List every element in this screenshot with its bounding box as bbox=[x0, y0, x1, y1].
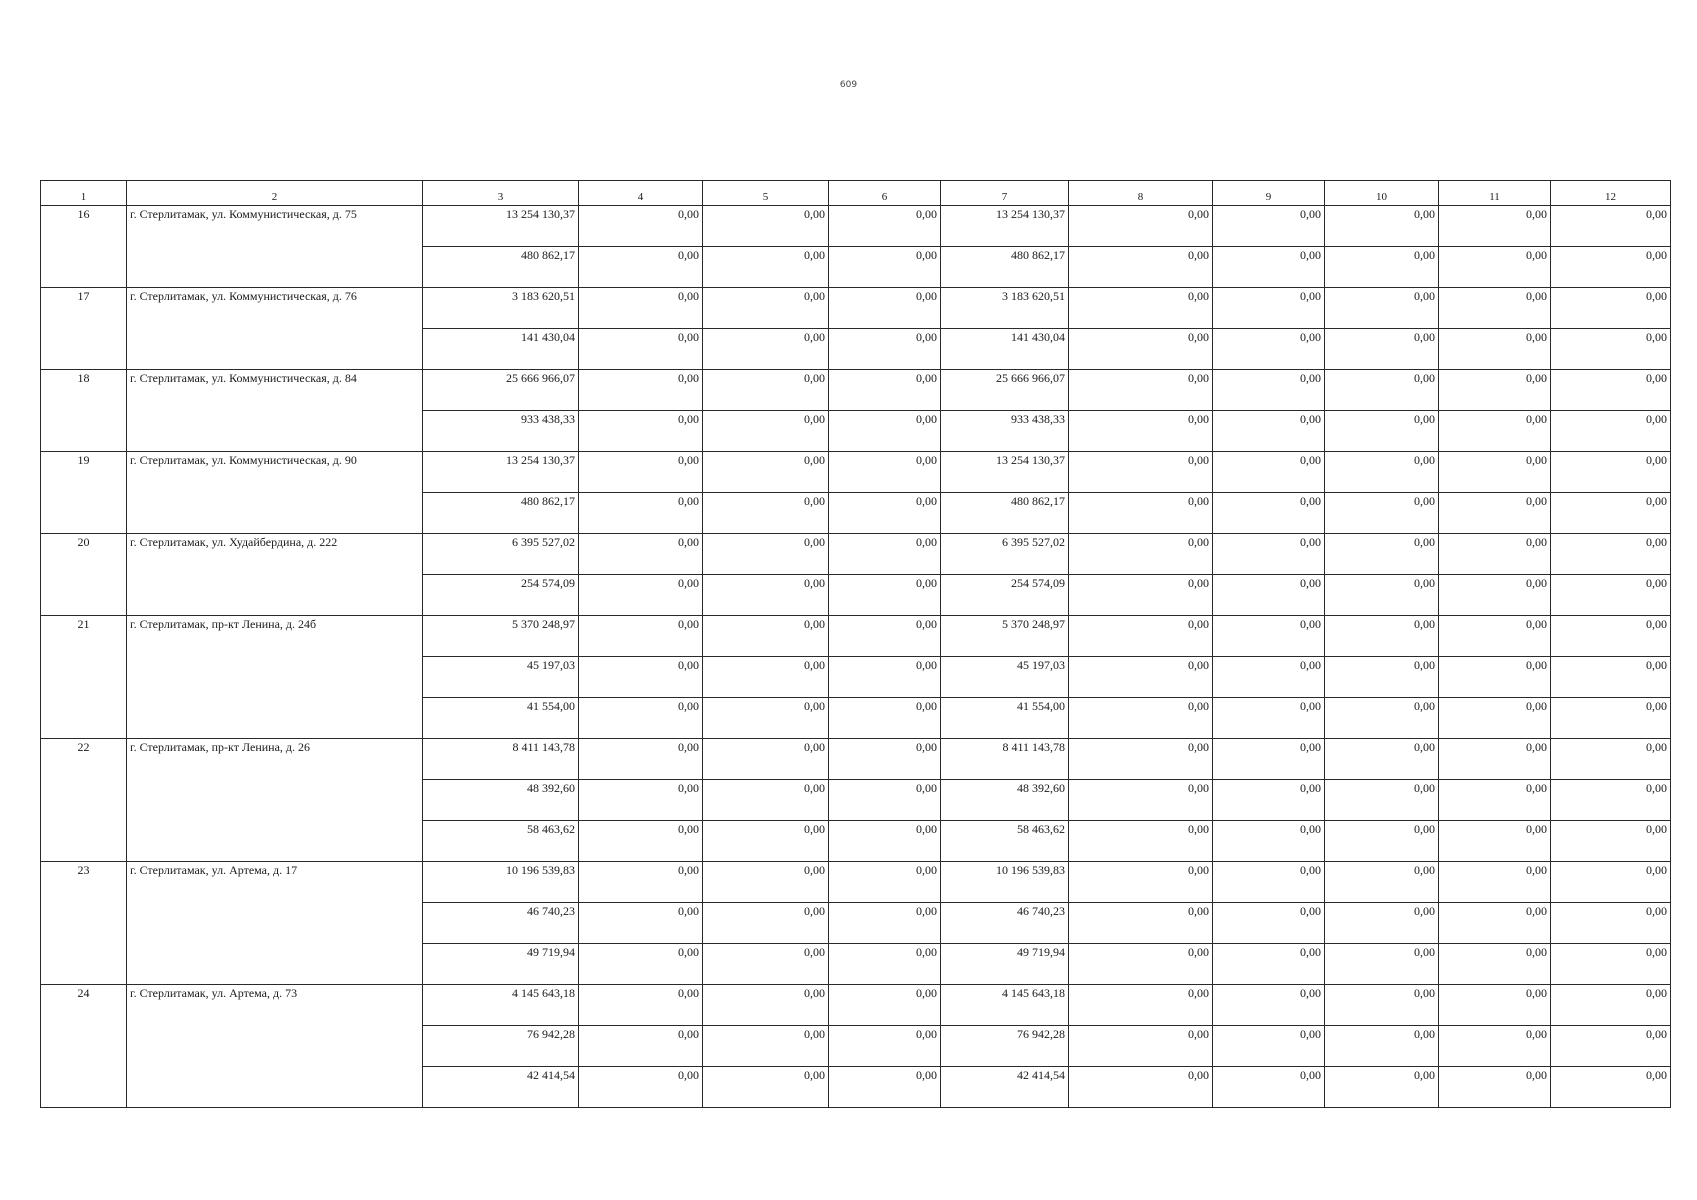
value-cell: 0,00 bbox=[703, 780, 829, 821]
value-cell: 8 411 143,78 bbox=[941, 739, 1069, 780]
value-cell: 0,00 bbox=[579, 739, 703, 780]
column-header: 2 bbox=[127, 181, 423, 206]
value-cell: 0,00 bbox=[1069, 1067, 1213, 1108]
address-cell: г. Стерлитамак, ул. Коммунистическая, д. 75 bbox=[127, 206, 423, 288]
table-body bbox=[41, 181, 1671, 1108]
value-cell: 13 254 130,37 bbox=[941, 206, 1069, 247]
value-cell: 0,00 bbox=[579, 247, 703, 288]
value-cell: 0,00 bbox=[1325, 452, 1439, 493]
value-cell: 0,00 bbox=[1551, 1067, 1671, 1108]
value-cell: 48 392,60 bbox=[941, 780, 1069, 821]
value-cell: 0,00 bbox=[579, 493, 703, 534]
value-cell: 0,00 bbox=[829, 739, 941, 780]
value-cell: 0,00 bbox=[1551, 616, 1671, 657]
value-cell: 0,00 bbox=[1551, 1026, 1671, 1067]
value-cell: 8 411 143,78 bbox=[423, 739, 579, 780]
value-cell: 0,00 bbox=[703, 575, 829, 616]
value-cell: 0,00 bbox=[579, 575, 703, 616]
value-cell: 0,00 bbox=[1439, 370, 1551, 411]
value-cell: 0,00 bbox=[579, 616, 703, 657]
value-cell: 49 719,94 bbox=[941, 944, 1069, 985]
row-number: 22 bbox=[41, 739, 127, 862]
value-cell: 480 862,17 bbox=[941, 247, 1069, 288]
value-cell: 0,00 bbox=[1213, 1026, 1325, 1067]
value-cell: 0,00 bbox=[1325, 944, 1439, 985]
value-cell: 0,00 bbox=[1213, 206, 1325, 247]
value-cell: 0,00 bbox=[579, 657, 703, 698]
address-cell: г. Стерлитамак, ул. Артема, д. 17 bbox=[127, 862, 423, 985]
value-cell: 0,00 bbox=[703, 493, 829, 534]
column-header: 9 bbox=[1213, 181, 1325, 206]
value-cell: 0,00 bbox=[1325, 903, 1439, 944]
value-cell: 480 862,17 bbox=[423, 247, 579, 288]
value-cell: 0,00 bbox=[1439, 780, 1551, 821]
value-cell: 0,00 bbox=[829, 944, 941, 985]
value-cell: 0,00 bbox=[579, 370, 703, 411]
value-cell: 0,00 bbox=[703, 411, 829, 452]
value-cell: 0,00 bbox=[1069, 780, 1213, 821]
value-cell: 42 414,54 bbox=[941, 1067, 1069, 1108]
value-cell: 0,00 bbox=[829, 1026, 941, 1067]
value-cell: 0,00 bbox=[1069, 657, 1213, 698]
column-header: 11 bbox=[1439, 181, 1551, 206]
value-cell: 3 183 620,51 bbox=[423, 288, 579, 329]
value-cell: 0,00 bbox=[1325, 862, 1439, 903]
value-cell: 0,00 bbox=[829, 493, 941, 534]
value-cell: 0,00 bbox=[1213, 944, 1325, 985]
value-cell: 0,00 bbox=[1325, 534, 1439, 575]
row-number: 16 bbox=[41, 206, 127, 288]
value-cell: 0,00 bbox=[1213, 985, 1325, 1026]
value-cell: 141 430,04 bbox=[423, 329, 579, 370]
value-cell: 0,00 bbox=[579, 534, 703, 575]
value-cell: 0,00 bbox=[1069, 862, 1213, 903]
value-cell: 0,00 bbox=[1213, 1067, 1325, 1108]
value-cell: 0,00 bbox=[579, 698, 703, 739]
value-cell: 0,00 bbox=[703, 657, 829, 698]
value-cell: 0,00 bbox=[579, 1067, 703, 1108]
value-cell: 0,00 bbox=[829, 1067, 941, 1108]
value-cell: 0,00 bbox=[1325, 780, 1439, 821]
value-cell: 0,00 bbox=[1439, 493, 1551, 534]
value-cell: 0,00 bbox=[829, 452, 941, 493]
value-cell: 0,00 bbox=[1069, 288, 1213, 329]
column-header: 7 bbox=[941, 181, 1069, 206]
value-cell: 0,00 bbox=[1069, 944, 1213, 985]
value-cell: 0,00 bbox=[829, 411, 941, 452]
value-cell: 0,00 bbox=[1439, 616, 1551, 657]
value-cell: 0,00 bbox=[703, 534, 829, 575]
table-row bbox=[41, 370, 1671, 411]
table-row bbox=[41, 739, 1671, 780]
value-cell: 76 942,28 bbox=[423, 1026, 579, 1067]
value-cell: 49 719,94 bbox=[423, 944, 579, 985]
value-cell: 0,00 bbox=[1213, 739, 1325, 780]
value-cell: 5 370 248,97 bbox=[941, 616, 1069, 657]
value-cell: 0,00 bbox=[829, 329, 941, 370]
value-cell: 933 438,33 bbox=[941, 411, 1069, 452]
value-cell: 3 183 620,51 bbox=[941, 288, 1069, 329]
value-cell: 0,00 bbox=[1551, 780, 1671, 821]
value-cell: 0,00 bbox=[703, 985, 829, 1026]
column-header: 12 bbox=[1551, 181, 1671, 206]
table-row bbox=[41, 206, 1671, 247]
value-cell: 0,00 bbox=[1551, 534, 1671, 575]
value-cell: 0,00 bbox=[703, 698, 829, 739]
table-row bbox=[41, 288, 1671, 329]
value-cell: 0,00 bbox=[1325, 493, 1439, 534]
value-cell: 0,00 bbox=[1439, 985, 1551, 1026]
value-cell: 6 395 527,02 bbox=[941, 534, 1069, 575]
value-cell: 0,00 bbox=[829, 370, 941, 411]
value-cell: 0,00 bbox=[1439, 534, 1551, 575]
table-row bbox=[41, 534, 1671, 575]
column-header: 10 bbox=[1325, 181, 1439, 206]
value-cell: 0,00 bbox=[1325, 821, 1439, 862]
value-cell: 42 414,54 bbox=[423, 1067, 579, 1108]
value-cell: 0,00 bbox=[1069, 206, 1213, 247]
value-cell: 0,00 bbox=[703, 370, 829, 411]
value-cell: 4 145 643,18 bbox=[423, 985, 579, 1026]
value-cell: 0,00 bbox=[1325, 1026, 1439, 1067]
value-cell: 0,00 bbox=[1069, 452, 1213, 493]
value-cell: 0,00 bbox=[829, 575, 941, 616]
value-cell: 0,00 bbox=[1325, 698, 1439, 739]
value-cell: 0,00 bbox=[1439, 247, 1551, 288]
value-cell: 0,00 bbox=[829, 616, 941, 657]
value-cell: 0,00 bbox=[829, 247, 941, 288]
value-cell: 0,00 bbox=[1069, 370, 1213, 411]
value-cell: 0,00 bbox=[1213, 821, 1325, 862]
table-row bbox=[41, 862, 1671, 903]
value-cell: 0,00 bbox=[703, 329, 829, 370]
value-cell: 0,00 bbox=[703, 944, 829, 985]
value-cell: 0,00 bbox=[1069, 329, 1213, 370]
value-cell: 141 430,04 bbox=[941, 329, 1069, 370]
value-cell: 0,00 bbox=[1439, 739, 1551, 780]
value-cell: 25 666 966,07 bbox=[941, 370, 1069, 411]
value-cell: 0,00 bbox=[829, 985, 941, 1026]
column-header: 8 bbox=[1069, 181, 1213, 206]
value-cell: 0,00 bbox=[1213, 411, 1325, 452]
value-cell: 480 862,17 bbox=[423, 493, 579, 534]
value-cell: 0,00 bbox=[1213, 534, 1325, 575]
value-cell: 0,00 bbox=[1069, 411, 1213, 452]
value-cell: 0,00 bbox=[579, 862, 703, 903]
value-cell: 0,00 bbox=[1439, 452, 1551, 493]
value-cell: 0,00 bbox=[829, 780, 941, 821]
value-cell: 0,00 bbox=[1551, 985, 1671, 1026]
value-cell: 0,00 bbox=[579, 206, 703, 247]
address-cell: г. Стерлитамак, ул. Коммунистическая, д. 84 bbox=[127, 370, 423, 452]
value-cell: 480 862,17 bbox=[941, 493, 1069, 534]
value-cell: 0,00 bbox=[1325, 985, 1439, 1026]
value-cell: 0,00 bbox=[1439, 329, 1551, 370]
value-cell: 0,00 bbox=[1069, 493, 1213, 534]
value-cell: 0,00 bbox=[703, 821, 829, 862]
value-cell: 0,00 bbox=[1325, 575, 1439, 616]
value-cell: 0,00 bbox=[1069, 534, 1213, 575]
value-cell: 0,00 bbox=[579, 329, 703, 370]
value-cell: 0,00 bbox=[1069, 247, 1213, 288]
value-cell: 0,00 bbox=[579, 821, 703, 862]
row-number: 19 bbox=[41, 452, 127, 534]
value-cell: 0,00 bbox=[1325, 411, 1439, 452]
value-cell: 0,00 bbox=[1551, 739, 1671, 780]
value-cell: 0,00 bbox=[1439, 206, 1551, 247]
column-header: 1 bbox=[41, 181, 127, 206]
value-cell: 0,00 bbox=[703, 452, 829, 493]
value-cell: 0,00 bbox=[1069, 821, 1213, 862]
value-cell: 10 196 539,83 bbox=[941, 862, 1069, 903]
column-header: 5 bbox=[703, 181, 829, 206]
value-cell: 0,00 bbox=[703, 247, 829, 288]
row-number: 18 bbox=[41, 370, 127, 452]
value-cell: 0,00 bbox=[703, 1026, 829, 1067]
table-row bbox=[41, 616, 1671, 657]
value-cell: 0,00 bbox=[579, 944, 703, 985]
value-cell: 0,00 bbox=[1551, 575, 1671, 616]
value-cell: 0,00 bbox=[703, 739, 829, 780]
value-cell: 0,00 bbox=[1213, 903, 1325, 944]
value-cell: 0,00 bbox=[1551, 370, 1671, 411]
address-cell: г. Стерлитамак, ул. Коммунистическая, д. 90 bbox=[127, 452, 423, 534]
value-cell: 0,00 bbox=[1551, 329, 1671, 370]
value-cell: 0,00 bbox=[579, 1026, 703, 1067]
value-cell: 48 392,60 bbox=[423, 780, 579, 821]
value-cell: 6 395 527,02 bbox=[423, 534, 579, 575]
value-cell: 41 554,00 bbox=[941, 698, 1069, 739]
table-row bbox=[41, 452, 1671, 493]
value-cell: 0,00 bbox=[829, 821, 941, 862]
table-row bbox=[41, 985, 1671, 1026]
value-cell: 0,00 bbox=[829, 657, 941, 698]
value-cell: 0,00 bbox=[1325, 247, 1439, 288]
value-cell: 0,00 bbox=[829, 698, 941, 739]
value-cell: 0,00 bbox=[1439, 903, 1551, 944]
row-number: 20 bbox=[41, 534, 127, 616]
value-cell: 254 574,09 bbox=[941, 575, 1069, 616]
value-cell: 0,00 bbox=[1551, 452, 1671, 493]
value-cell: 0,00 bbox=[1439, 288, 1551, 329]
value-cell: 0,00 bbox=[1069, 985, 1213, 1026]
value-cell: 0,00 bbox=[1325, 657, 1439, 698]
value-cell: 0,00 bbox=[1551, 698, 1671, 739]
value-cell: 0,00 bbox=[703, 862, 829, 903]
value-cell: 46 740,23 bbox=[423, 903, 579, 944]
value-cell: 0,00 bbox=[829, 534, 941, 575]
value-cell: 25 666 966,07 bbox=[423, 370, 579, 411]
value-cell: 0,00 bbox=[579, 985, 703, 1026]
value-cell: 0,00 bbox=[1213, 247, 1325, 288]
value-cell: 0,00 bbox=[1213, 575, 1325, 616]
value-cell: 0,00 bbox=[1551, 944, 1671, 985]
value-cell: 0,00 bbox=[1069, 616, 1213, 657]
value-cell: 0,00 bbox=[1551, 247, 1671, 288]
value-cell: 0,00 bbox=[1439, 944, 1551, 985]
value-cell: 4 145 643,18 bbox=[941, 985, 1069, 1026]
value-cell: 0,00 bbox=[829, 288, 941, 329]
value-cell: 0,00 bbox=[703, 903, 829, 944]
value-cell: 0,00 bbox=[1325, 329, 1439, 370]
address-cell: г. Стерлитамак, ул. Худайбердина, д. 222 bbox=[127, 534, 423, 616]
row-number: 17 bbox=[41, 288, 127, 370]
value-cell: 45 197,03 bbox=[941, 657, 1069, 698]
value-cell: 933 438,33 bbox=[423, 411, 579, 452]
value-cell: 0,00 bbox=[579, 452, 703, 493]
value-cell: 0,00 bbox=[1439, 657, 1551, 698]
value-cell: 0,00 bbox=[829, 206, 941, 247]
value-cell: 0,00 bbox=[703, 616, 829, 657]
row-number: 23 bbox=[41, 862, 127, 985]
value-cell: 58 463,62 bbox=[423, 821, 579, 862]
value-cell: 0,00 bbox=[703, 288, 829, 329]
value-cell: 13 254 130,37 bbox=[423, 452, 579, 493]
value-cell: 0,00 bbox=[1213, 493, 1325, 534]
value-cell: 0,00 bbox=[1213, 616, 1325, 657]
value-cell: 0,00 bbox=[579, 411, 703, 452]
value-cell: 0,00 bbox=[1325, 739, 1439, 780]
value-cell: 0,00 bbox=[1069, 698, 1213, 739]
address-cell: г. Стерлитамак, ул. Артема, д. 73 bbox=[127, 985, 423, 1108]
row-number: 24 bbox=[41, 985, 127, 1108]
value-cell: 0,00 bbox=[579, 903, 703, 944]
value-cell: 0,00 bbox=[703, 206, 829, 247]
value-cell: 0,00 bbox=[1069, 903, 1213, 944]
value-cell: 0,00 bbox=[1551, 657, 1671, 698]
address-cell: г. Стерлитамак, пр-кт Ленина, д. 26 bbox=[127, 739, 423, 862]
value-cell: 0,00 bbox=[1325, 206, 1439, 247]
value-cell: 0,00 bbox=[703, 1067, 829, 1108]
value-cell: 0,00 bbox=[1325, 1067, 1439, 1108]
column-header: 4 bbox=[579, 181, 703, 206]
value-cell: 0,00 bbox=[1439, 1067, 1551, 1108]
value-cell: 45 197,03 bbox=[423, 657, 579, 698]
value-cell: 0,00 bbox=[1551, 493, 1671, 534]
value-cell: 0,00 bbox=[1213, 370, 1325, 411]
column-header: 6 bbox=[829, 181, 941, 206]
value-cell: 58 463,62 bbox=[941, 821, 1069, 862]
value-cell: 254 574,09 bbox=[423, 575, 579, 616]
value-cell: 0,00 bbox=[1213, 862, 1325, 903]
row-number: 21 bbox=[41, 616, 127, 739]
address-cell: г. Стерлитамак, пр-кт Ленина, д. 24б bbox=[127, 616, 423, 739]
value-cell: 0,00 bbox=[579, 780, 703, 821]
value-cell: 0,00 bbox=[1213, 698, 1325, 739]
value-cell: 0,00 bbox=[1439, 411, 1551, 452]
value-cell: 0,00 bbox=[829, 903, 941, 944]
value-cell: 46 740,23 bbox=[941, 903, 1069, 944]
value-cell: 0,00 bbox=[1213, 329, 1325, 370]
value-cell: 0,00 bbox=[1325, 616, 1439, 657]
value-cell: 0,00 bbox=[1551, 411, 1671, 452]
value-cell: 0,00 bbox=[1213, 780, 1325, 821]
value-cell: 41 554,00 bbox=[423, 698, 579, 739]
value-cell: 0,00 bbox=[1551, 821, 1671, 862]
value-cell: 10 196 539,83 bbox=[423, 862, 579, 903]
value-cell: 5 370 248,97 bbox=[423, 616, 579, 657]
value-cell: 0,00 bbox=[1325, 288, 1439, 329]
value-cell: 0,00 bbox=[829, 862, 941, 903]
value-cell: 0,00 bbox=[1439, 698, 1551, 739]
value-cell: 13 254 130,37 bbox=[941, 452, 1069, 493]
value-cell: 0,00 bbox=[1213, 288, 1325, 329]
value-cell: 0,00 bbox=[1551, 206, 1671, 247]
value-cell: 0,00 bbox=[1069, 1026, 1213, 1067]
value-cell: 0,00 bbox=[1551, 288, 1671, 329]
header-row bbox=[41, 181, 1671, 206]
value-cell: 0,00 bbox=[1551, 903, 1671, 944]
page-number: 609 bbox=[839, 80, 858, 90]
value-cell: 13 254 130,37 bbox=[423, 206, 579, 247]
value-cell: 0,00 bbox=[579, 288, 703, 329]
value-cell: 0,00 bbox=[1213, 657, 1325, 698]
data-table bbox=[40, 180, 1671, 1108]
address-cell: г. Стерлитамак, ул. Коммунистическая, д. 76 bbox=[127, 288, 423, 370]
value-cell: 0,00 bbox=[1069, 575, 1213, 616]
column-header: 3 bbox=[423, 181, 579, 206]
value-cell: 0,00 bbox=[1069, 739, 1213, 780]
value-cell: 0,00 bbox=[1439, 821, 1551, 862]
value-cell: 76 942,28 bbox=[941, 1026, 1069, 1067]
value-cell: 0,00 bbox=[1439, 1026, 1551, 1067]
value-cell: 0,00 bbox=[1551, 862, 1671, 903]
value-cell: 0,00 bbox=[1213, 452, 1325, 493]
value-cell: 0,00 bbox=[1439, 575, 1551, 616]
value-cell: 0,00 bbox=[1325, 370, 1439, 411]
value-cell: 0,00 bbox=[1439, 862, 1551, 903]
